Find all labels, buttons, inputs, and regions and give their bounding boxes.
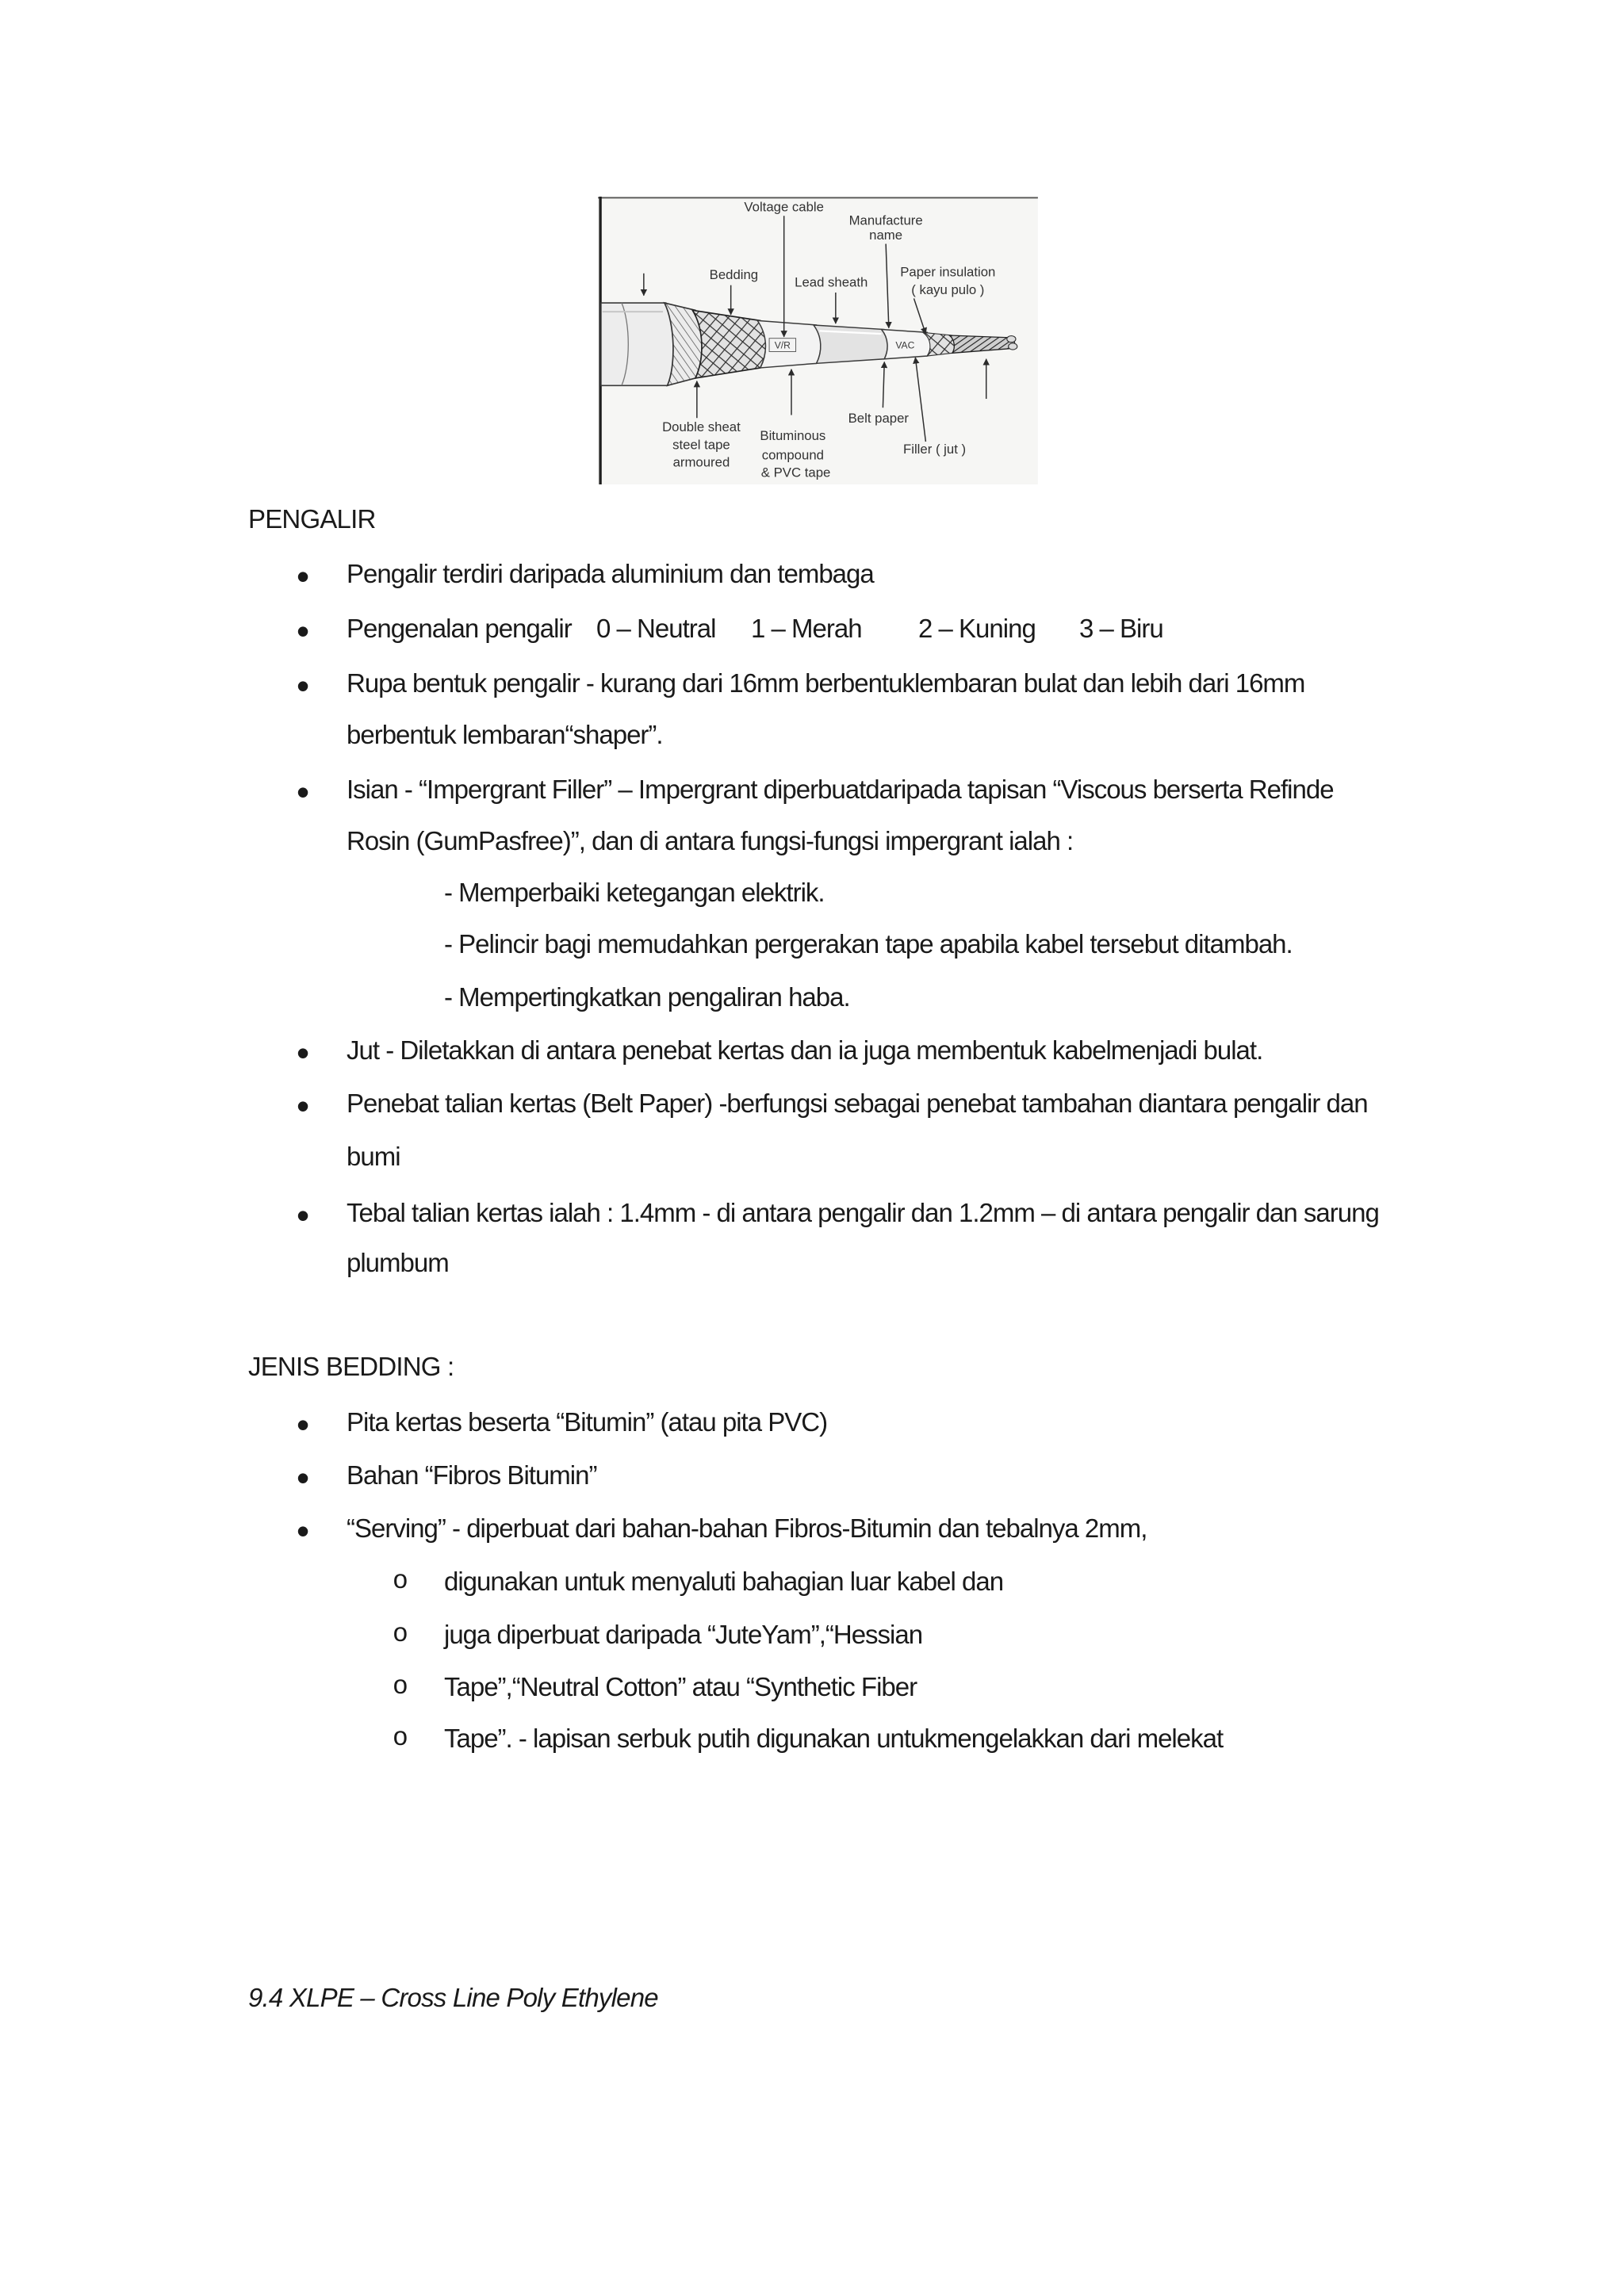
label-filler: Filler ( jut ) bbox=[903, 441, 967, 457]
sub-item-text: digunakan untuk menyaluti bahagian luar kabel dan bbox=[444, 1567, 1004, 1596]
conductor-code: 1 – Merah bbox=[751, 614, 862, 643]
label-double-sheat: Double sheat bbox=[662, 419, 741, 434]
conductor-code: 0 – Neutral bbox=[596, 614, 716, 643]
label-kayu-pulo: ( kayu pulo ) bbox=[911, 281, 985, 297]
section-heading-pengalir bbox=[0, 503, 1624, 535]
sub-item-text: - Pelincir bagi memudahkan pergerakan tape apabila kabel tersebut ditambah. bbox=[444, 929, 1293, 959]
bullet-marker: • bbox=[297, 1085, 310, 1127]
bullet-marker: • bbox=[297, 1457, 310, 1498]
core-end-upper bbox=[1007, 336, 1016, 342]
label-manufacture-name: name bbox=[869, 227, 903, 243]
list-item-text: Rupa bentuk pengalir - kurang dari 16mm berbentuklembaran bulat dan lebih dari 16mm bbox=[347, 668, 1305, 698]
sub-item bbox=[0, 877, 1624, 909]
bullet-marker: • bbox=[297, 1404, 310, 1445]
list-item-text: Pita kertas beserta “Bitumin” (atau pita PVC) bbox=[347, 1407, 828, 1437]
list-item-text: Rosin (GumPasfree)”, dan di antara fungsi-fungsi impergrant ialah : bbox=[347, 826, 1074, 855]
list-item bbox=[0, 1457, 1624, 1498]
list-item bbox=[0, 556, 1624, 597]
sub-item-text: - Mempertingkatkan pengaliran haba. bbox=[444, 982, 850, 1012]
label-paper-insulation: Paper insulation bbox=[900, 264, 996, 280]
list-item-text: Penebat talian kertas (Belt Paper) -berfungsi sebagai penebat tambahan diantara pengalir dan bbox=[347, 1089, 1368, 1118]
list-item-continuation bbox=[0, 825, 1624, 857]
conductor-code: 2 – Kuning bbox=[918, 614, 1036, 643]
list-item bbox=[0, 1510, 1624, 1552]
list-item-text: Pengalir terdiri daripada aluminium dan tembaga bbox=[347, 559, 874, 588]
circle-marker: o bbox=[393, 1567, 408, 1596]
list-item bbox=[0, 1085, 1624, 1127]
sub-item-text: - Memperbaiki ketegangan elektrik. bbox=[444, 878, 825, 907]
bullet-marker: • bbox=[297, 771, 310, 813]
list-item-text: “Serving” - diperbuat dari bahan-bahan Fibros-Bitumin dan tebalnya 2mm, bbox=[347, 1513, 1147, 1543]
bullet-marker: • bbox=[297, 1510, 310, 1552]
label-bedding: Bedding bbox=[709, 267, 759, 283]
list-item-text: Tebal talian kertas ialah : 1.4mm - di antara pengalir dan 1.2mm – di antara pengalir dan sarung bbox=[347, 1198, 1379, 1227]
vac-marking: VAC bbox=[895, 339, 915, 351]
label-manufacture: Manufacture bbox=[848, 212, 923, 228]
conductor-code: 3 – Biru bbox=[1079, 614, 1163, 643]
armour-layer bbox=[692, 310, 766, 378]
section-title-text: 9.4 XLPE – Cross Line Poly Ethylene bbox=[248, 1983, 658, 2012]
outer-serving-layer bbox=[601, 303, 673, 385]
sub-item bbox=[0, 1671, 1624, 1703]
label-voltage-cable: Voltage cable bbox=[744, 199, 824, 215]
bullet-marker: • bbox=[297, 610, 310, 652]
sub-item-text: Tape”,“Neutral Cotton” atau “Synthetic Fiber bbox=[444, 1672, 917, 1701]
list-item-text: bumi bbox=[347, 1142, 400, 1171]
circle-marker: o bbox=[393, 1620, 408, 1649]
label-belt-paper: Belt paper bbox=[848, 410, 910, 426]
section-title-xlpe bbox=[0, 1982, 1624, 2014]
list-item-text: Bahan “Fibros Bitumin” bbox=[347, 1460, 597, 1490]
label-armoured: armoured bbox=[672, 454, 730, 470]
label-lead-sheath: Lead sheath bbox=[795, 274, 868, 290]
list-item-text: Isian - “Impergrant Filler” – Impergrant diperbuatdaripada tapisan “Viscous berserta Refinde bbox=[347, 775, 1334, 804]
list-item bbox=[0, 610, 1624, 652]
list-item bbox=[0, 771, 1624, 813]
circle-marker: o bbox=[393, 1672, 408, 1701]
label-pvc-tape: & PVC tape bbox=[760, 465, 831, 480]
list-item bbox=[0, 1195, 1624, 1236]
bullet-marker: • bbox=[297, 1032, 310, 1073]
list-item bbox=[0, 665, 1624, 706]
bullet-marker: • bbox=[297, 556, 310, 597]
list-item-text: Pengenalan pengalir bbox=[347, 614, 572, 643]
section-heading-jenis-bedding bbox=[0, 1351, 1624, 1383]
circle-marker: o bbox=[393, 1724, 408, 1753]
list-item-text: Jut - Diletakkan di antara penebat kertas dan ia juga membentuk kabelmenjadi bulat. bbox=[347, 1035, 1263, 1065]
list-item-continuation bbox=[0, 719, 1624, 751]
list-item bbox=[0, 1404, 1624, 1445]
heading-text: JENIS BEDDING : bbox=[248, 1352, 454, 1381]
sub-item bbox=[0, 928, 1624, 960]
heading-text: PENGALIR bbox=[248, 504, 376, 534]
list-item-continuation bbox=[0, 1141, 1624, 1173]
cable-diagram bbox=[598, 197, 1038, 484]
list-item-text: plumbum bbox=[347, 1248, 449, 1277]
sub-item bbox=[0, 1566, 1624, 1598]
list-item-continuation bbox=[0, 1247, 1624, 1279]
core-end-lower bbox=[1009, 343, 1017, 350]
sub-item-text: Tape”. - lapisan serbuk putih digunakan untukmengelakkan dari melekat bbox=[444, 1724, 1224, 1753]
bullet-marker: • bbox=[297, 1195, 310, 1236]
label-compound: compound bbox=[761, 447, 824, 463]
list-item-text: berbentuk lembaran“shaper”. bbox=[347, 720, 663, 749]
label-steel-tape: steel tape bbox=[672, 437, 730, 453]
sub-item bbox=[0, 1619, 1624, 1651]
sub-item bbox=[0, 1723, 1624, 1755]
sub-item bbox=[0, 982, 1624, 1013]
bullet-marker: • bbox=[297, 665, 310, 706]
list-item bbox=[0, 1032, 1624, 1073]
sub-item-text: juga diperbuat daripada “JuteYam”,“Hessian bbox=[444, 1620, 923, 1649]
vr-marking: V/R bbox=[774, 339, 791, 351]
label-bituminous: Bituminous bbox=[760, 428, 826, 444]
